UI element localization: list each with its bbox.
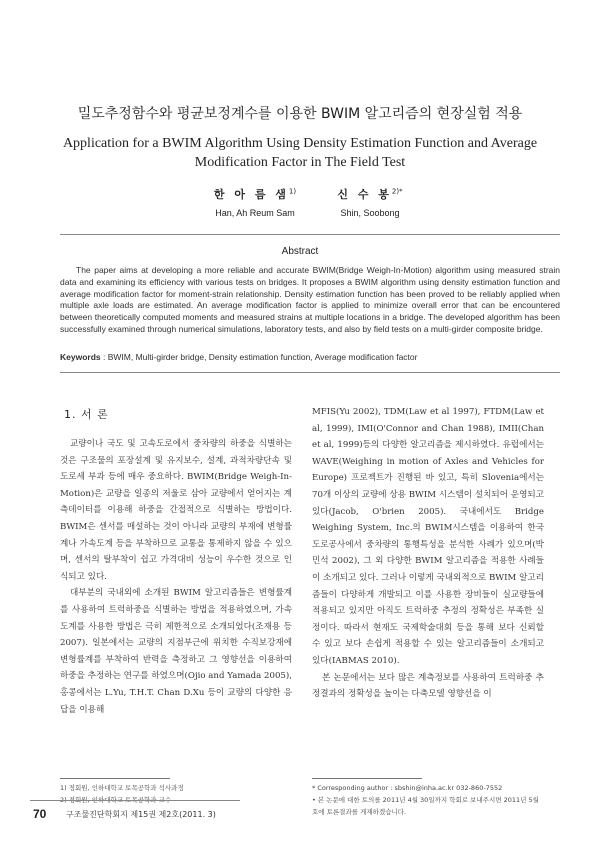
- author-2-name-ko: 신 수 봉: [337, 188, 392, 201]
- footnote-rule-left: [60, 778, 170, 779]
- left-paragraph-1: 교량이나 국도 및 고속도로에서 중차량의 하중을 식별하는 것은 구조물의 포장설계 및 유지보수, 설계, 과적차량단속 및 도로세 부과 등에 매우 중요하다. BWIM(Bridge Weigh-In-Motion)은 교량을 일종의 저울로 삼아 교량에서 얻어지는 계측데이터를 이용해 하중을 간접적으로 식별하는 방법이다. BWIM은 센서를 매설하는 것이 아니라 교량의 부재에 변형률계나 가속도계 등을 부착하므로 교통을 통제하지 않을 수 있으며, 센서의 탈부착이 쉽고 가격대비 성능이 우수한 것으로 인식되고 있다.: [60, 439, 292, 582]
- footnote-corresponding: * Corresponding author : sbshin@inha.ac.kr 032-860-7552: [312, 784, 503, 792]
- page-number: 70: [33, 807, 47, 821]
- footnote-2: 2) 정회원, 인하대학교 토목공학과 교수: [60, 796, 172, 804]
- author-1: [195, 186, 315, 218]
- section-heading: 1. 서 론: [64, 408, 109, 421]
- footnotes-right: [312, 782, 544, 818]
- author-2: [315, 186, 425, 218]
- abstract-bottom-rule: [60, 372, 560, 373]
- footer-rule: [30, 800, 240, 801]
- keywords-label: Keywords: [60, 352, 101, 362]
- footnotes-left: [60, 782, 292, 806]
- title-korean: 밀도추정함수와 평균보정계수를 이용한 BWIM 알고리즘의 현장실험 적용: [77, 106, 523, 122]
- journal-name: 구조물진단학회지 제15권 제2호(2011. 3): [66, 810, 216, 819]
- left-paragraph-2: 대부분의 국내외에 소개된 BWIM 알고리즘들은 변형률계를 사용하여 트럭하중을 식별하는 방법을 적용하였으며, 가속도계를 사용한 방법은 극히 제한적으로 소개되었다(조재용 등 2007). 일본에서는 교량의 지점부근에 위치한 수직보강재에 변형률계를 부착하여 반력을 측정하고 그 영향선을 이용하여 하중을 추정하는 연구를 하였으며(Ojio and Yamada 2005), 홍콩에서는 L.Yu, T.H.T. Chan D.Xu 등이 교량의 다양한 응답을 이용해: [60, 588, 292, 715]
- keywords-list: : BWIM, Multi-girder bridge, Density estimation function, Average modification factor: [100, 352, 418, 362]
- footnote-1: 1) 정회원, 인하대학교 토목공학과 석사과정: [60, 784, 184, 792]
- author-2-name-en: Shin, Soobong: [340, 208, 400, 218]
- title-english: Application for a BWIM Algorithm Using Density Estimation Function and Average Modification Factor in The Field Test: [62, 136, 538, 170]
- left-column: [60, 436, 292, 718]
- abstract-top-rule: [60, 234, 560, 235]
- author-1-name-ko: 한 아 름 샘: [213, 188, 289, 201]
- keywords: [60, 352, 560, 362]
- author-1-name-en: Han, Ah Reum Sam: [215, 208, 295, 218]
- footnote-rule-right: [312, 778, 422, 779]
- right-paragraph-1: MFIS(Yu 2002), TDM(Law et al 1997), FTDM(Law et al, 1999), IMI(O'Connor and Chan 1988), IMII(Chan et al, 1999)등의 다양한 알고리즘을 제시하였다. 유럽에서는 WAVE(Weighing in motion of Axles and Vehicles for Europe) 프로젝트가 진행된 바 있고, 특히 Slovenia에서는 70개 이상의 교량에 상용 BWIM 시스템이 설치되어 운영되고 있다(Jacob, O'brien 2005). 국내에서도 Bridge Weighing System, Inc.의 BWIM시스템을 이용하여 한국도로공사에서 중차량의 통행특성을 분석한 사례가 있으며(박민석 2002), 그 외 다양한 BWIM 알고리즘을 적용한 사례들이 소개되고 있다. 그러나 이렇게 국내외적으로 BWIM 알고리즘들이 다양하게 개발되고 이를 사용한 장비들이 실교량들에 적용되고 있지만 아직도 트럭하중 추정의 정확성은 부족한 실정이다. 따라서 현재도 국제학술대회 등을 통해 보다 신뢰할 수 있고 보다 손쉽게 적용할 수 있는 알고리즘들이 소개되고 있다(IABMAS 2010).: [312, 407, 544, 666]
- abstract-heading: Abstract: [281, 246, 319, 257]
- abstract-text: The paper aims at developing a more reliable and accurate BWIM(Bridge Weigh-In-Motion) algorithm using measured strain data and examining its efficiency with various tests on bridges. It proposes a BWIM algorithm using density estimation function and average modification factor for moment-strain relationship. Density estimation function has been proved to be reliably applied when multiple axle loads are estimated. An average modification factor is applied to minimize overall error that can be encountered between theoretically computed moments and measured strains at multiple locations in a bridge. The developed algorithm has been successfully examined through numerical simulations, laboratory tests, and also by field tests on a multi-girder composite bridge.: [60, 265, 560, 334]
- right-column: [312, 404, 544, 703]
- author-1-mark: 1): [288, 187, 297, 196]
- author-2-mark: 2)*: [391, 187, 403, 196]
- footnote-discussion: • 본 논문에 대한 토의를 2011년 4월 30일까지 학회로 보내주시면 2011년 5월호에 토론결과를 게재하겠습니다.: [312, 796, 539, 816]
- right-paragraph-2: 본 논문에서는 보다 많은 계측정보를 사용하여 트럭하중 추정결과의 정확성을 높이는 다축모델 영향선을 이: [312, 672, 544, 700]
